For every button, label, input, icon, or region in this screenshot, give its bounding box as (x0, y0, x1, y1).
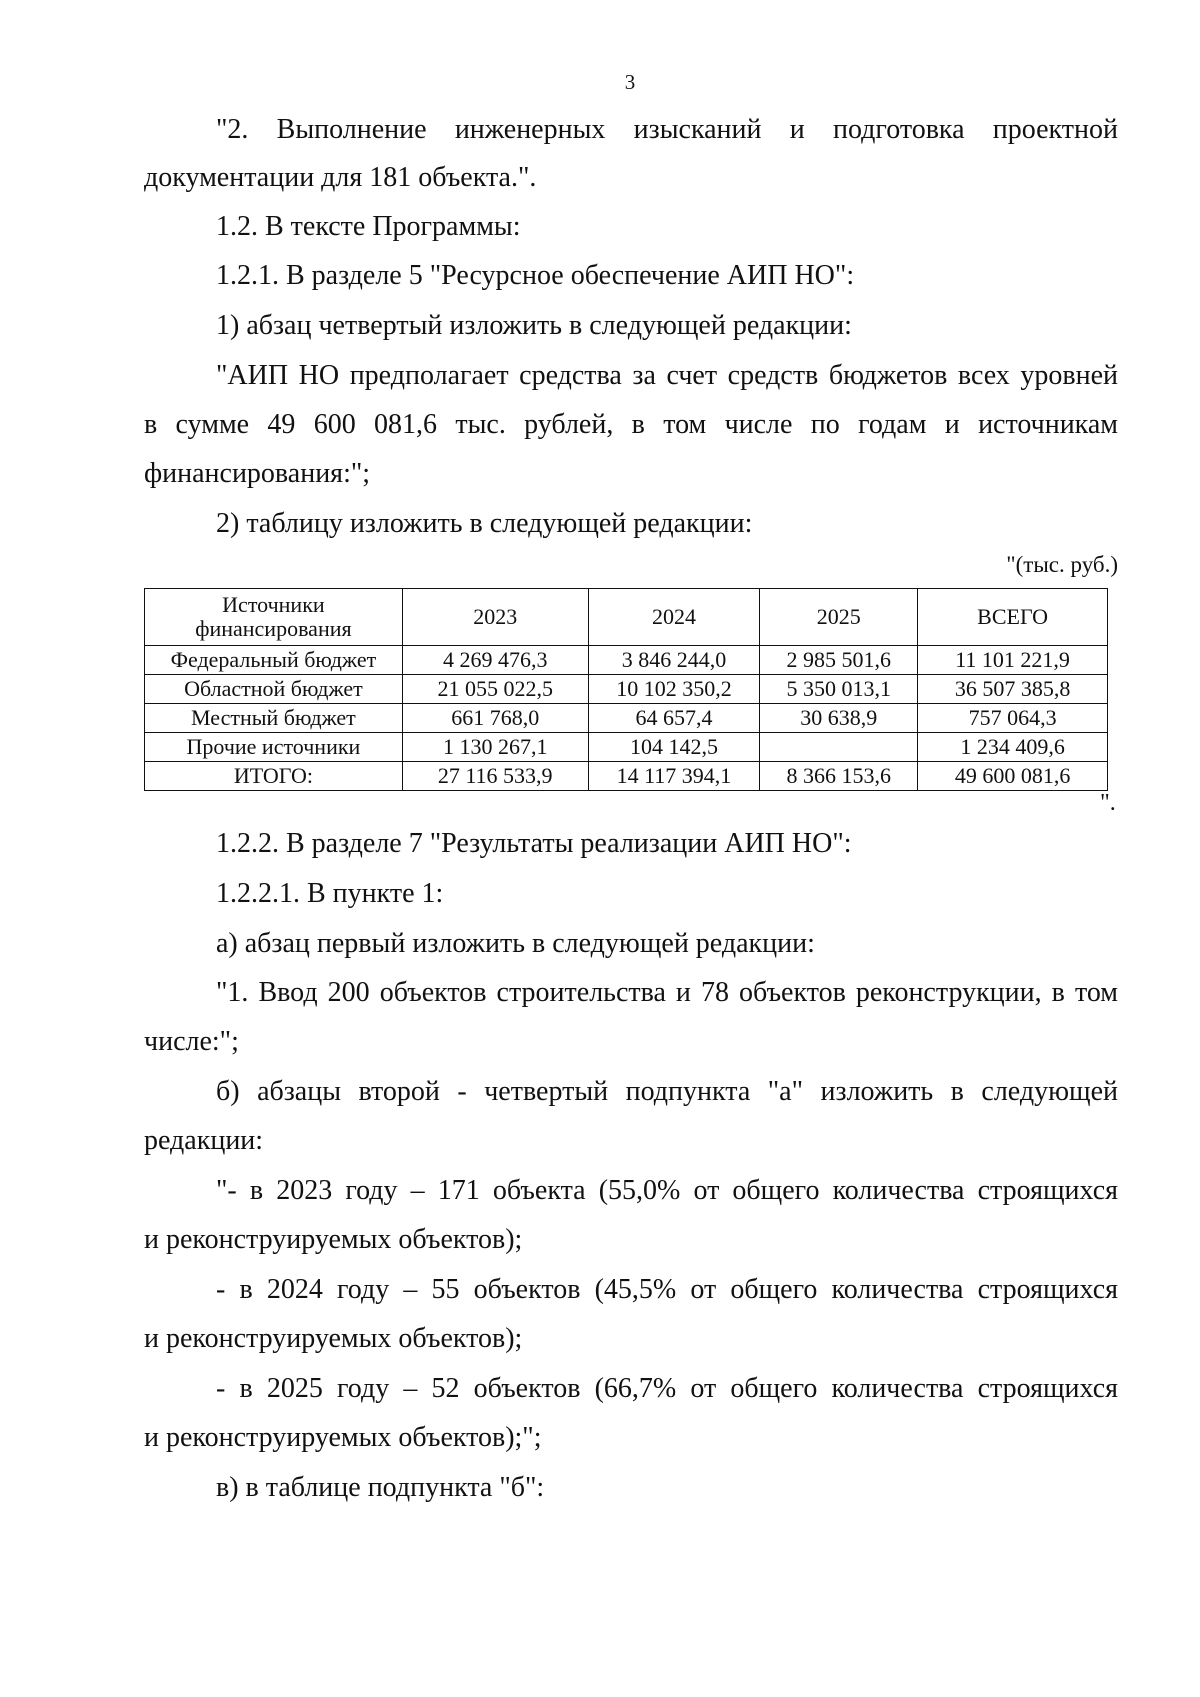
paragraph-line: в сумме 49 600 081,6 тыс. рублей, в том числе по годам и источникам (144, 409, 1118, 440)
table-cell: 1 130 267,1 (402, 733, 588, 762)
table-cell: 757 064,3 (918, 704, 1108, 733)
table-cell: 104 142,5 (588, 733, 760, 762)
paragraph-line: редакции: (144, 1125, 264, 1156)
table-row (145, 675, 1108, 704)
column-header: 2023 (402, 589, 588, 646)
paragraph-line: числе:"; (144, 1026, 239, 1057)
paragraph-line: и реконструируемых объектов); (144, 1323, 523, 1354)
table-cell: 661 768,0 (402, 704, 588, 733)
table-row (145, 646, 1108, 675)
paragraph: 1.2.1. В разделе 5 "Ресурсное обеспечение АИП НО": (216, 260, 855, 291)
table-row (145, 704, 1108, 733)
table-cell: 36 507 385,8 (918, 675, 1108, 704)
table-cell: Областной бюджет (145, 675, 403, 704)
paragraph: 2) таблицу изложить в следующей редакции: (216, 508, 753, 539)
paragraph-line: - в 2025 году – 52 объектов (66,7% от общего количества строящихся (216, 1373, 1118, 1404)
column-header: Источники финансирования (145, 589, 403, 646)
paragraph-line: "АИП НО предполагает средства за счет средств бюджетов всех уровней (216, 360, 1118, 391)
table-total-row (145, 762, 1108, 791)
paragraph-line: - в 2024 году – 55 объектов (45,5% от общего количества строящихся (216, 1274, 1118, 1305)
paragraph-line: документации для 181 объекта.". (144, 162, 537, 193)
table-cell: 10 102 350,2 (588, 675, 760, 704)
paragraph-line: и реконструируемых объектов);"; (144, 1422, 542, 1453)
table-closing-quote: ". (1100, 790, 1116, 816)
paragraph-line: "- в 2023 году – 171 объекта (55,0% от общего количества строящихся (216, 1175, 1118, 1206)
table-cell: Местный бюджет (145, 704, 403, 733)
paragraph-line: и реконструируемых объектов); (144, 1224, 523, 1255)
table-cell: 1 234 409,6 (918, 733, 1108, 762)
paragraph-line: финансирования:"; (144, 458, 371, 489)
table-cell: 14 117 394,1 (588, 762, 760, 791)
table-cell: 21 055 022,5 (402, 675, 588, 704)
paragraph: а) абзац первый изложить в следующей редакции: (216, 928, 815, 959)
table-cell: 30 638,9 (760, 704, 918, 733)
financing-table (144, 588, 1108, 791)
table-cell: Федеральный бюджет (145, 646, 403, 675)
page-number: 3 (624, 70, 636, 94)
table-cell: 64 657,4 (588, 704, 760, 733)
table-cell: 5 350 013,1 (760, 675, 918, 704)
column-header: ВСЕГО (918, 589, 1108, 646)
paragraph: 1.2.2.1. В пункте 1: (216, 878, 444, 909)
paragraph: 1) абзац четвертый изложить в следующей редакции: (216, 310, 852, 341)
table-cell: ИТОГО: (145, 762, 403, 791)
table-cell: 2 985 501,6 (760, 646, 918, 675)
table-cell (760, 733, 918, 762)
table-cell: 4 269 476,3 (402, 646, 588, 675)
table-row (145, 733, 1108, 762)
table-units: "(тыс. руб.) (1006, 552, 1118, 577)
table-cell: 27 116 533,9 (402, 762, 588, 791)
table-cell: 8 366 153,6 (760, 762, 918, 791)
table-cell: Прочие источники (145, 733, 403, 762)
paragraph: 1.2. В тексте Программы: (216, 211, 521, 242)
paragraph-line: б) абзацы второй - четвертый подпункта "а" изложить в следующей (216, 1076, 1118, 1107)
paragraph: 1.2.2. В разделе 7 "Результаты реализации АИП НО": (216, 828, 852, 859)
table-cell: 3 846 244,0 (588, 646, 760, 675)
column-header: 2025 (760, 589, 918, 646)
table-cell: 49 600 081,6 (918, 762, 1108, 791)
column-header: 2024 (588, 589, 760, 646)
paragraph-line: "2. Выполнение инженерных изысканий и подготовка проектной (216, 114, 1118, 145)
table-cell: 11 101 221,9 (918, 646, 1108, 675)
paragraph: в) в таблице подпункта "б": (216, 1472, 545, 1503)
table-header-row (145, 589, 1108, 646)
paragraph-line: "1. Ввод 200 объектов строительства и 78 объектов реконструкции, в том (216, 977, 1118, 1008)
